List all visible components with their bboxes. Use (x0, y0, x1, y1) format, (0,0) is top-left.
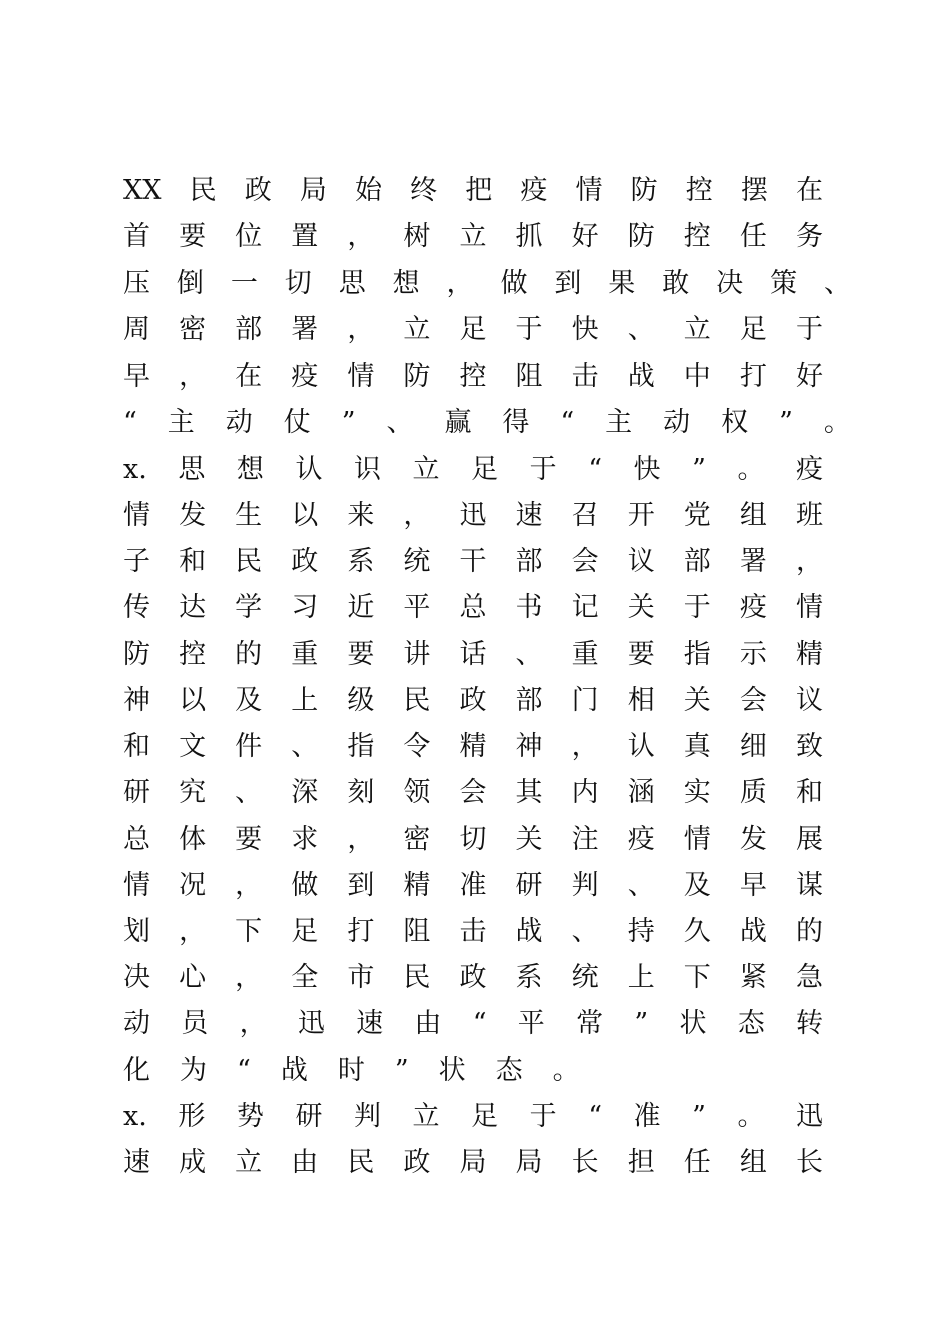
text-line: 周 密 部 署 ， 立 足 于 快 、 立 足 于 (123, 314, 823, 345)
text-line: 子 和 民 政 系 统 干 部 会 议 部 署 ， (123, 546, 823, 577)
text-line: 情 发 生 以 来 ， 迅 速 召 开 党 组 班 (123, 500, 823, 531)
text-line: 早 ， 在 疫 情 防 控 阻 击 战 中 打 好 (123, 361, 823, 392)
text-line: 神 以 及 上 级 民 政 部 门 相 关 会 议 (123, 685, 823, 716)
text-line: 研 究 、 深 刻 领 会 其 内 涵 实 质 和 (123, 777, 823, 808)
text-line: 压 倒 一 切 思 想 ， 做 到 果 敢 决 策 、 (123, 268, 851, 299)
text-line: “ 主 动 仗 ” 、 赢 得 “ 主 动 权 ” 。 (123, 407, 851, 438)
text-line: 总 体 要 求 ， 密 切 关 注 疫 情 发 展 (123, 824, 823, 855)
text-line: 传 达 学 习 近 平 总 书 记 关 于 疫 情 (123, 592, 823, 623)
text-line: 划 ， 下 足 打 阻 击 战 、 持 久 战 的 (123, 916, 823, 947)
text-line: 动 员 ， 迅 速 由 “ 平 常 ” 状 态 转 (123, 1008, 823, 1039)
text-line: 决 心 ， 全 市 民 政 系 统 上 下 紧 急 (123, 962, 823, 993)
text-line: 速 成 立 由 民 政 局 局 长 担 任 组 长 (123, 1147, 823, 1178)
text-line: 化 为 “ 战 时 ” 状 态 。 (123, 1055, 580, 1086)
text-line: 防 控 的 重 要 讲 话 、 重 要 指 示 精 (123, 639, 823, 670)
section-heading-line: x. 形 势 研 判 立 足 于 “ 准 ” 。 迅 (123, 1101, 823, 1132)
text-line: 情 况 ， 做 到 精 准 研 判 、 及 早 谋 (123, 870, 823, 901)
text-line: 首 要 位 置 ， 树 立 抓 好 防 控 任 务 (123, 221, 823, 252)
section-heading-line: x. 思 想 认 识 立 足 于 “ 快 ” 。 疫 (123, 454, 823, 485)
text-line: 和 文 件 、 指 令 精 神 ， 认 真 细 致 (123, 731, 823, 762)
text-line: XX 民 政 局 始 终 把 疫 情 防 控 摆 在 (123, 175, 823, 206)
